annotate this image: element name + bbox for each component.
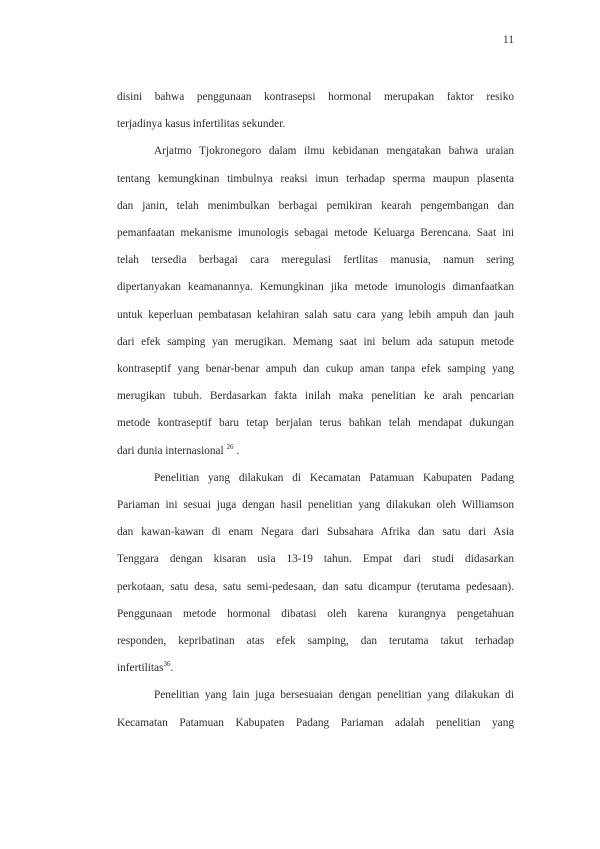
text-line: pemanfaatan mekanisme imunologis sebagai metode Keluarga Berencana. Saat ini <box>117 227 514 240</box>
text-line: dipertanyakan keamanannya. Kemungkinan jika metode imunologis dimanfaatkan <box>117 281 514 294</box>
text-line: kontraseptif yang benar-benar ampuh dan cukup aman tanpa efek samping yang <box>117 363 514 376</box>
text-line: metode kontraseptif baru tetap berjalan terus bahkan telah mendapat dukungan <box>117 417 514 430</box>
page-number: 11 <box>502 34 514 46</box>
text-line: dan janin, telah menimbulkan berbagai pemikiran kearah pengembangan dan <box>117 199 514 212</box>
citation-superscript: 36 <box>163 660 171 669</box>
paragraph-2 <box>117 138 514 464</box>
text-line: dan kawan-kawan di enam Negara dari Subsahara Afrika dan satu dari Asia <box>117 526 514 539</box>
text-line: Arjatmo Tjokronegoro dalam ilmu kebidanan mengatakan bahwa uraian <box>154 145 514 158</box>
paragraph-4 <box>117 682 514 736</box>
text-line: merugikan tubuh. Berdasarkan fakta inilah maka penelitian ke arah pencarian <box>117 390 514 403</box>
text-line: telah tersedia berbagai cara meregulasi fertlitas manusia, namun sering <box>117 254 514 267</box>
text-line: responden, kepribatinan atas efek samping, dan terutama takut terhadap <box>117 635 514 648</box>
text-line: tentang kemungkinan timbulnya reaksi imun terhadap sperma maupun plasenta <box>117 172 514 185</box>
citation-superscript: 26 <box>226 442 234 451</box>
paragraph-1 <box>117 84 514 138</box>
text-fragment: dari dunia internasional <box>117 444 224 457</box>
text-line: Penelitian yang dilakukan di Kecamatan Patamuan Kabupaten Padang <box>154 471 514 484</box>
text-line: untuk keperluan pembatasan kelahiran salah satu cara yang lebih ampuh dan jauh <box>117 308 514 321</box>
text-line: dari efek samping yan merugikan. Memang saat ini belum ada satupun metode <box>117 335 514 348</box>
text-line: Tenggara dengan kisaran usia 13-19 tahun. Empat dari studi didasarkan <box>117 553 514 566</box>
text-line: disini bahwa penggunaan kontrasepsi hormonal merupakan faktor resiko <box>117 91 514 103</box>
text-fragment: . <box>170 662 174 675</box>
text-line: Penelitian yang lain juga bersesuaian dengan penelitian yang dilakukan di <box>154 689 514 702</box>
text-line: terjadinya kasus infertilitas sekunder. <box>117 118 286 131</box>
text-line-last <box>117 655 514 682</box>
text-line: Kecamatan Patamuan Kabupaten Padang Pariaman adalah penelitian yang <box>117 716 514 729</box>
text-line-last <box>117 438 514 465</box>
text-fragment: infertilitas <box>117 662 164 675</box>
paragraph-3 <box>117 465 514 683</box>
body-text <box>117 84 514 737</box>
text-line: Penggunaan metode hormonal dibatasi oleh karena kurangnya pengetahuan <box>117 607 514 620</box>
text-fragment: . <box>236 444 240 457</box>
text-line: perkotaan, satu desa, satu semi-pedesaan, dan satu dicampur (terutama pedesaan). <box>117 580 514 593</box>
text-line: Pariaman ini sesuai juga dengan hasil penelitian yang dilakukan oleh Williamson <box>117 499 514 512</box>
